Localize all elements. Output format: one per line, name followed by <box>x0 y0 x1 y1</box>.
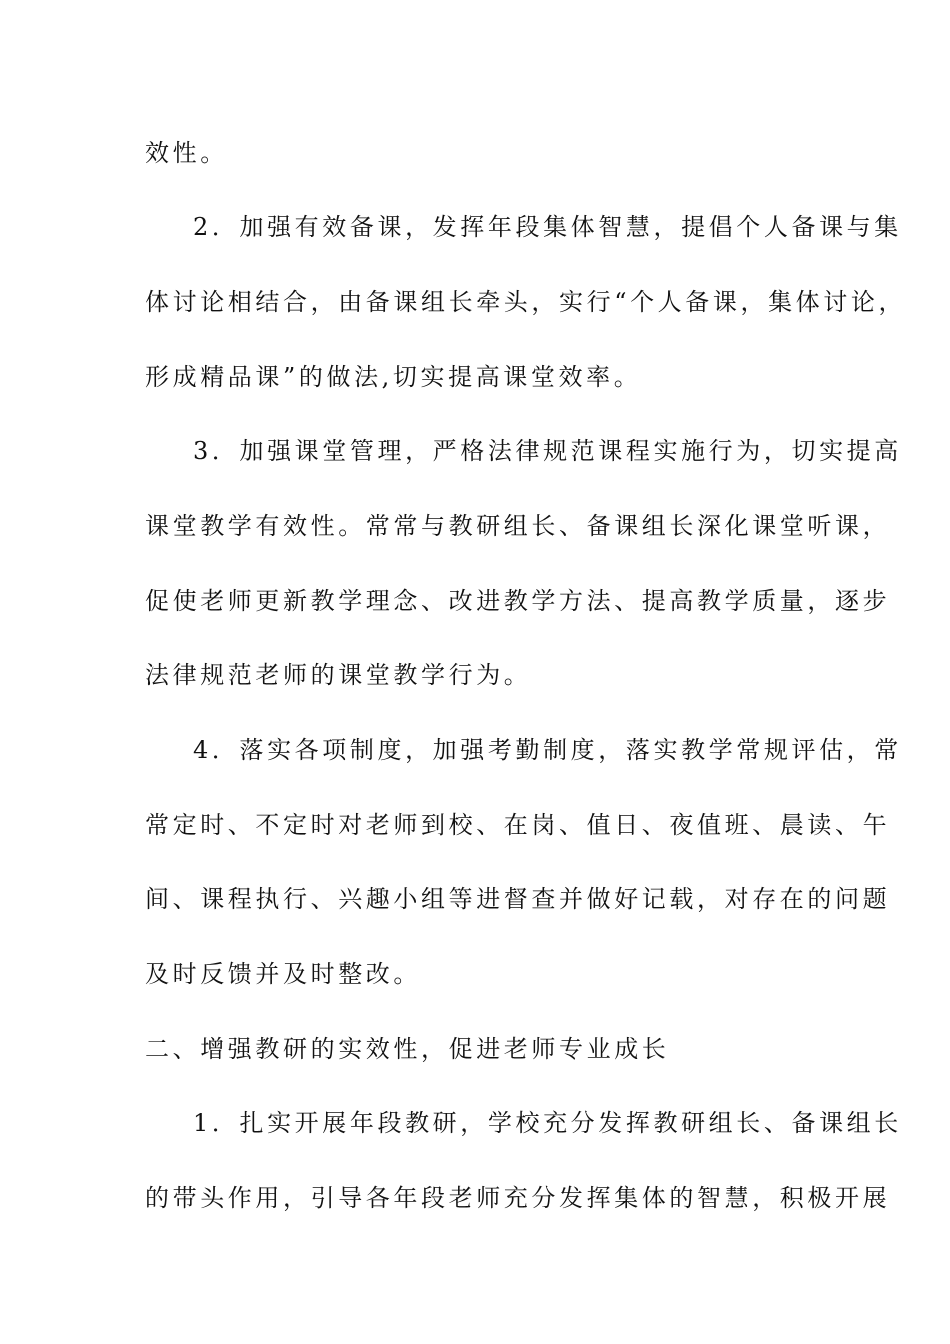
section-heading: 二、增强教研的实效性，促进老师专业成长 <box>145 1035 670 1063</box>
text-line-7: 促使老师更新教学理念、改进教学方法、提高教学质量，逐步 <box>145 587 891 615</box>
text-line-10: 常定时、不定时对老师到校、在岗、值日、夜值班、晨读、午 <box>145 811 891 839</box>
text-line-1: 效性。 <box>145 139 228 167</box>
text-line-4: 形成精品课”的做法,切实提高课堂效率。 <box>145 363 642 391</box>
text-line-8: 法律规范老师的课堂教学行为。 <box>145 661 532 689</box>
text-line-11: 间、课程执行、兴趣小组等进督查并做好记载，对存在的问题 <box>145 885 891 913</box>
text-line-15: 的带头作用，引导各年段老师充分发挥集体的智慧，积极开展 <box>145 1184 891 1212</box>
text-line-9: 4．落实各项制度，加强考勤制度，落实教学常规评估，常 <box>193 736 902 764</box>
text-line-3: 体讨论相结合，由备课组长牵头，实行“个人备课，集体讨论， <box>145 288 907 316</box>
text-line-2: 2．加强有效备课，发挥年段集体智慧，提倡个人备课与集 <box>193 213 902 241</box>
text-line-12: 及时反馈并及时整改。 <box>145 960 421 988</box>
text-line-6: 课堂教学有效性。常常与教研组长、备课组长深化课堂听课， <box>145 512 891 540</box>
text-line-14: 1．扎实开展年段教研，学校充分发挥教研组长、备课组长 <box>193 1109 902 1137</box>
text-line-5: 3．加强课堂管理，严格法律规范课程实施行为，切实提高 <box>193 437 902 465</box>
